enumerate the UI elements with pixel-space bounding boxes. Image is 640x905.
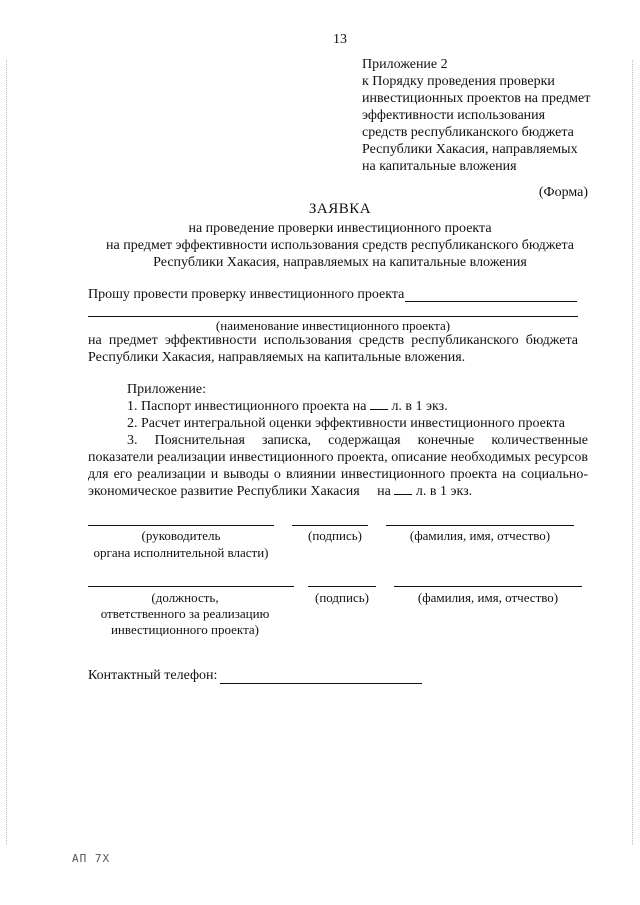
full-name-field-line[interactable] [386,525,574,526]
contact-label: Контактный телефон: [88,668,218,683]
head-caption: органа исполнительной власти) [93,545,269,560]
request-line: Республики Хакасия, направляемых на капитальные вложения. [88,350,466,365]
project-name-caption: (наименование инвестиционного проекта) [215,318,451,333]
attachment-item-3-line: 3. Пояснительная записка, содержащая конечные количественные [127,433,588,448]
sheet-count-field[interactable] [370,399,388,410]
position-caption: (должность, [151,590,219,605]
scan-edge-left [6,60,9,845]
attachment-item-3-line: для его реализации и выводы о влиянии инвестиционного проекта на социально- [88,467,588,482]
signature-field-line[interactable] [292,525,368,526]
attachment-item-3-line: показатели реализации инвестиционного проекта, описание необходимых ресурсов [88,450,588,465]
approval-line: средств республиканского бюджета [362,125,574,140]
full-name-caption: (фамилия, имя, отчество) [417,590,559,605]
document-title: ЗАЯВКА [308,201,372,217]
signature-caption: (подпись) [315,590,369,605]
position-caption: ответственного за реализацию [100,606,270,621]
sheet-count-field[interactable] [394,484,412,495]
position-caption: инвестиционного проекта) [110,622,260,637]
attachment-item-3-text: экономическое развитие Республики Хакасия на [88,484,391,499]
request-line: на предмет эффективности использования средств республиканского бюджета [88,333,578,348]
attachments-heading: Приложение: [127,382,207,397]
head-field-line[interactable] [88,525,274,526]
form-mark: (Форма) [538,185,588,200]
attachment-item-1-text: 1. Паспорт инвестиционного проекта на [127,399,367,414]
contact-phone-field-line[interactable] [220,683,422,684]
signature-caption: (подпись) [308,528,362,543]
attachment-item-2: 2. Расчет интегральной оценки эффективности инвестиционного проекта [127,416,566,431]
approval-line: на капитальные вложения [362,159,517,174]
approval-line: к Порядку проведения проверки [362,74,555,89]
scan-edge-right [632,60,635,845]
approval-line: Республики Хакасия, направляемых [362,142,578,157]
page-number: 13 [333,32,347,47]
head-caption: (руководитель [141,528,221,543]
document-subtitle: Республики Хакасия, направляемых на капитальные вложения [153,255,527,270]
document-subtitle: на проведение проверки инвестиционного проекта [188,221,492,236]
approval-line: инвестиционных проектов на предмет [362,91,591,106]
attachment-item-1 [127,399,448,415]
attachment-item-3-line [88,484,472,500]
document-subtitle: на предмет эффективности использования средств республиканского бюджета [106,238,574,253]
project-name-field-line-2[interactable] [88,316,578,317]
attachment-item-1-suffix: л. в 1 экз. [391,399,448,414]
footer-code: АП 7Х [72,852,111,865]
full-name-caption: (фамилия, имя, отчество) [409,528,551,543]
signature-field-line[interactable] [308,586,376,587]
request-text: Прошу провести проверку инвестиционного проекта [88,287,405,302]
project-name-field-line[interactable] [405,301,577,302]
position-field-line[interactable] [88,586,294,587]
attachment-item-3-suffix: л. в 1 экз. [415,484,473,499]
full-name-field-line[interactable] [394,586,582,587]
approval-line: Приложение 2 [362,57,448,72]
approval-line: эффективности использования [362,108,546,123]
